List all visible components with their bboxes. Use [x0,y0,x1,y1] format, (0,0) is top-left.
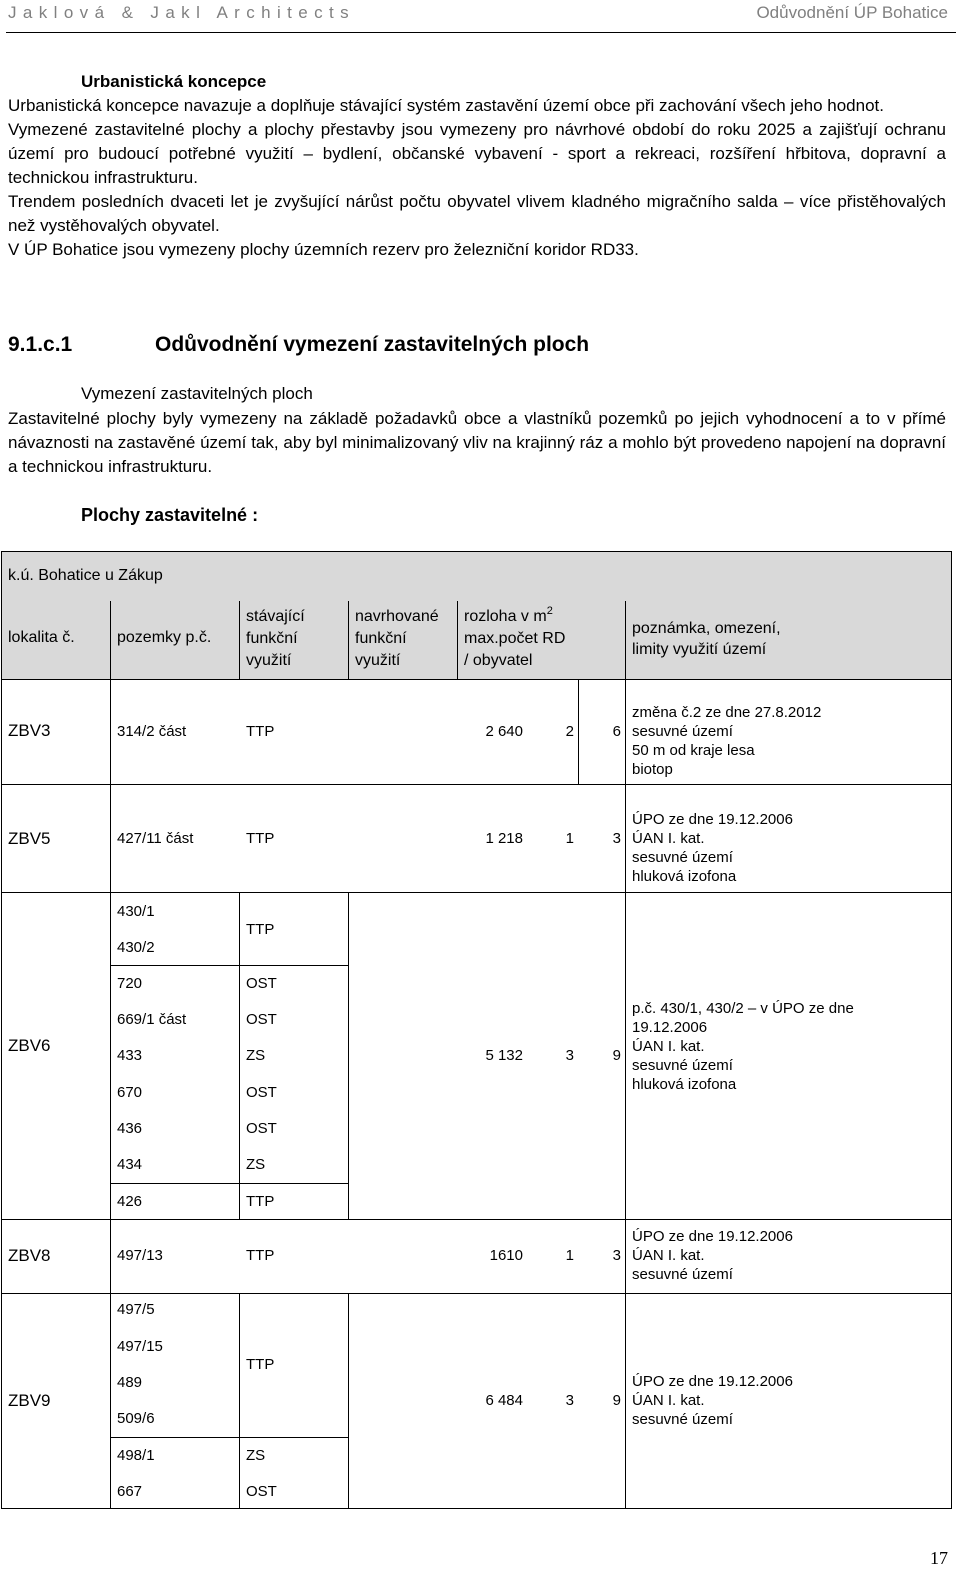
row-zbv9-pozemek: 497/15 [117,1338,163,1355]
row-zbv6-stavajici: OST [246,1084,277,1101]
row-zbv8-stavajici: TTP [246,1247,275,1264]
cadastre-label: k.ú. Bohatice u Zákup [8,567,163,584]
row-zbv5-stavajici: TTP [246,830,275,847]
row-zbv6-stavajici: ZS [246,1156,266,1173]
row-zbv3-rd: 2 [565,723,574,740]
urbanism-paragraph-2: Vymezené zastavitelné plochy a plochy přestavby jsou vymezeny pro návrhové období do roku 2025 a zajišťují ochranu území pro budoucí potřebné využití – bydlení, občanské vybavení - sport a rekreaci, rozšíření hřbitova, dopravní a technickou infrastrukturu. [8,120,946,187]
row-zbv5-poznamka: ÚPO ze dne 19.12.2006 ÚAN I. kat. sesuvné území hluková izofona [632,811,793,885]
urbanism-paragraph-3: Trendem posledních dvaceti let je zvyšující nárůst počtu obyvatel vlivem kladného migračního salda – více přistěhovalých než vystěhovalých obyvatel. [8,192,946,235]
section-subheading: Vymezení zastavitelných ploch [81,384,313,403]
row-zbv9-pozemek: 498/1 [117,1447,155,1464]
row-zbv6-stavajici: OST [246,975,277,992]
row-zbv6-stavajici: OST [246,1011,277,1028]
row-zbv6-pozemek: 670 [117,1084,143,1101]
row-zbv5-pozemek: 427/11 část [117,830,194,847]
row-zbv9-stavajici: TTP [246,1356,275,1373]
row-zbv3-stavajici: TTP [246,723,275,740]
row-zbv9-pozemek: 667 [117,1483,143,1500]
urbanism-section [8,70,946,262]
urbanism-heading: Urbanistická koncepce [81,72,267,91]
row-zbv6-stavajici: OST [246,1120,277,1137]
row-zbv9-rd: 3 [565,1392,574,1409]
row-zbv3-pozemek: 314/2 část [117,723,187,740]
row-zbv6-pozemek: 430/1 [117,903,155,920]
header-firm-name: Jaklová & Jakl Architects [8,3,356,22]
row-zbv9-pozemek: 489 [117,1374,143,1391]
row-zbv8-lokalita: ZBV8 [8,1246,51,1265]
row-zbv3-rozloha: 2 640 [485,723,523,740]
col-header-lokalita: lokalita č. [8,629,75,646]
row-zbv9-pozemek: 497/5 [117,1301,155,1318]
row-zbv6-obyvatel: 9 [612,1047,621,1064]
plochy-label: Plochy zastavitelné : [81,505,259,525]
row-zbv6-pozemek: 720 [117,975,143,992]
urbanism-paragraph-1: Urbanistická koncepce navazuje a doplňuje stávající systém zastavění území obce při zachování všech jeho hodnot. [8,96,884,115]
row-zbv8-rozloha: 1610 [489,1247,523,1264]
row-zbv8-obyvatel: 3 [612,1247,621,1264]
row-zbv8-rd: 1 [565,1247,574,1264]
row-zbv5-rozloha: 1 218 [485,830,523,847]
col-header-pozemky: pozemky p.č. [117,629,212,646]
row-zbv8-pozemek: 497/13 [117,1247,163,1264]
row-zbv6-pozemek: 669/1 část [117,1011,187,1028]
row-zbv6-pozemek: 430/2 [117,939,155,956]
section-heading [8,333,589,357]
section-title: Odůvodnění vymezení zastavitelných ploch [155,333,590,356]
row-zbv6-stavajici: TTP [246,921,275,938]
row-zbv9-obyvatel: 9 [612,1392,621,1409]
header-divider [6,32,956,33]
col-header-stavajici: stávající funkční využití [246,608,305,669]
row-zbv9-rozloha: 6 484 [485,1392,523,1409]
row-zbv8-poznamka: ÚPO ze dne 19.12.2006 ÚAN I. kat. sesuvné území [632,1228,793,1283]
row-zbv3-poznamka: změna č.2 ze dne 27.8.2012 sesuvné území 50 m od kraje lesa biotop [632,704,822,778]
row-zbv9-stavajici: ZS [246,1447,266,1464]
section-paragraph: Zastavitelné plochy byly vymezeny na základě požadavků obce a vlastníků pozemků po jejich vyhodnocení a to v přímé návaznosti na zastavěné území tak, aby byl minimalizovaný vliv na krajinný ráz a mohlo být provedeno napojení na dopravní a technickou infrastrukturu. [8,409,946,476]
row-zbv6-stavajici: ZS [246,1047,266,1064]
col-header-navrhovane: navrhované funkční využití [355,608,439,669]
urbanism-paragraph-4: V ÚP Bohatice jsou vymezeny plochy územních rezerv pro železniční koridor RD33. [8,240,639,259]
col-header-rozloha: rozloha v $m^2$ max.počet RD / obyvatel [464,604,566,669]
row-zbv5-lokalita: ZBV5 [8,829,51,848]
row-zbv6-poznamka: p.č. 430/1, 430/2 – v ÚPO ze dne 19.12.2006 ÚAN I. kat. sesuvné území hluková izofona [632,1000,854,1093]
row-zbv6-pozemek: 433 [117,1047,143,1064]
row-zbv6-stavajici: TTP [246,1193,275,1210]
page-number: 17 [930,1548,948,1568]
row-zbv9-lokalita: ZBV9 [8,1391,51,1410]
header-document-title: Odůvodnění ÚP Bohatice [756,3,948,22]
row-zbv6-lokalita: ZBV6 [8,1036,51,1055]
row-zbv6-pozemek: 436 [117,1120,143,1137]
row-zbv9-stavajici: OST [246,1483,277,1500]
row-zbv6-rozloha: 5 132 [485,1047,523,1064]
row-zbv5-obyvatel: 3 [612,830,621,847]
row-zbv3-obyvatel: 6 [612,723,621,740]
section-number: 9.1.c.1 [8,333,73,356]
row-zbv3-lokalita: ZBV3 [8,721,51,740]
row-zbv6-rd: 3 [565,1047,574,1064]
row-zbv9-pozemek: 509/6 [117,1410,155,1427]
row-zbv9-poznamka: ÚPO ze dne 19.12.2006 ÚAN I. kat. sesuvné území [632,1373,793,1428]
row-zbv6-pozemek: 434 [117,1156,143,1173]
row-zbv6-pozemek: 426 [117,1193,143,1210]
col-header-poznamka: poznámka, omezení, limity využití území [632,620,781,658]
row-zbv5-rd: 1 [565,830,574,847]
